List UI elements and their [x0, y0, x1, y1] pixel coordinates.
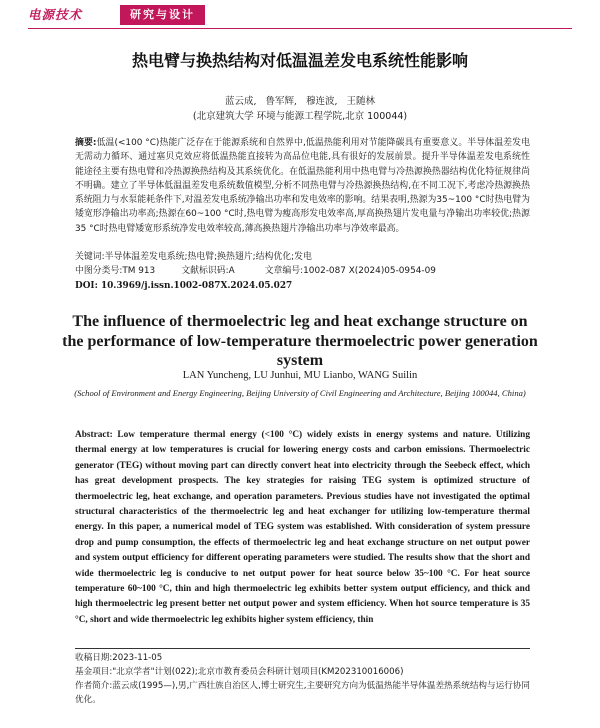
journal-name: 电源技术 [28, 7, 83, 22]
doi: DOI: 10.3969/j.issn.1002-087X.2024.05.027 [75, 281, 293, 291]
chinese-keywords-label: 关键词: [75, 252, 105, 262]
english-abstract: Abstract: Low temperature thermal energy (<100 °C) widely exists in energy systems and nature. Utilizing thermal energy at low temperatures is crucial for lowering energy costs and carbon emissions. Thermoelectric generator (TEG) without moving part can directly convert heat into electricity through the Seebeck effect, which has great development prospects. The key strategies for raising TEG system is optimized structure of thermoelectric leg, heat exchange, and operation parameters. Previous studies have not investigated the optimal structural characteristics of the thermoelectric leg and heat exchanger for utilizing low-temperature thermal energy. In this paper, a numerical model of TEG system was established. With consideration of system pressure drop and pump consumption, the effects of thermoelectric leg and heat exchange structure on net output power and system output efficiency for different operating parameters were studied. The results show that the short and wide thermoelectric leg is conducive to net output power for heat source below 35~100 °C. For heat source temperature 60~100 °C, thin and high thermoelectric leg exhibits better system output efficiency, and thick and high thermoelectric leg present better net output power and system efficiency. When hot source temperature is 35 °C, short and wide thermoelectric leg exhibits higher system efficiency, thin [75, 430, 530, 625]
chinese-affiliation: (北京建筑大学 环境与能源工程学院,北京 100044) [192, 111, 408, 122]
author-note: 作者简介:蓝云成(1995—),男,广西壮族自治区人,博士研究生,主要研究方向为低温热能半导体温差热系统结构与运行协同优化。 [75, 681, 530, 705]
footnote-rule [75, 648, 530, 649]
chinese-abstract [75, 136, 530, 236]
chinese-keywords-text: 半导体温差发电系统;热电臂;换热翅片;结构优化;发电 [104, 252, 312, 262]
header-rule [28, 28, 572, 29]
chinese-abstract-label: 摘要: [75, 138, 97, 148]
english-title: The influence of thermoelectric leg and heat exchange structure on the performance of low-temperature thermoelectric power generation system [62, 313, 538, 369]
received-date: 收稿日期:2023-11-05 [75, 653, 163, 663]
chinese-authors: 蓝云成, 鲁军辉, 穆连波, 王随林 [224, 96, 376, 107]
chinese-title: 热电臂与换热结构对低温温差发电系统性能影响 [131, 51, 468, 70]
document-code: 文献标识码:A [181, 266, 235, 276]
class-number: 中图分类号:TM 913 [75, 266, 156, 276]
classification-line [75, 264, 436, 278]
journal-header [0, 0, 600, 30]
chinese-keywords [75, 250, 312, 264]
chinese-abstract-text: 低温(<100 °C)热能广泛存在于能源系统和自然界中,低温热能利用对节能降碳具有重要意义。半导体温差发电无需动力循环、通过塞贝克效应将低温热能直接转为高品位电能,具有很好的发展前景。提升半导体温差发电系统性能途径主要有热电臂和冷热源换热结构及其系统优化。在低温热能利用中热电臂与冷热源换热器结构优化特征规律尚不明确。建立了半导体低温温差发电系统数值模型,分析不同热电臂与冷热源换热结构,在不同工况下,考虑冷热源换热系统阻力与水泵能耗条件下,对温差发电系统净输出功率和发电效率的影响。结果表明,热源为35~100 °C时热电臂为矮宽形净输出功率高;热源在60~100 °C时,热电臂为瘦高形发电效率高,厚高换热翅片发电量与净输出功率较优;热源35 °C时热电臂矮宽形系统净发电效率较高,薄高换热翅片净输出功率与净效率最高。 [75, 138, 530, 234]
section-badge: 研究与设计 [120, 5, 205, 25]
english-authors: LAN Yuncheng, LU Junhui, MU Lianbo, WANG Suilin [182, 370, 418, 381]
fund-note: 基金项目:"北京学者"计划(022);北京市教育委员会科研计划项目(KM202310016006) [75, 667, 404, 677]
article-number: 文章编号:1002-087 X(2024)05-0954-09 [264, 266, 436, 276]
english-affiliation: (School of Environment and Energy Engineering, Beijing University of Civil Engineering and Architecture, Beijing 100044, China) [74, 388, 526, 398]
